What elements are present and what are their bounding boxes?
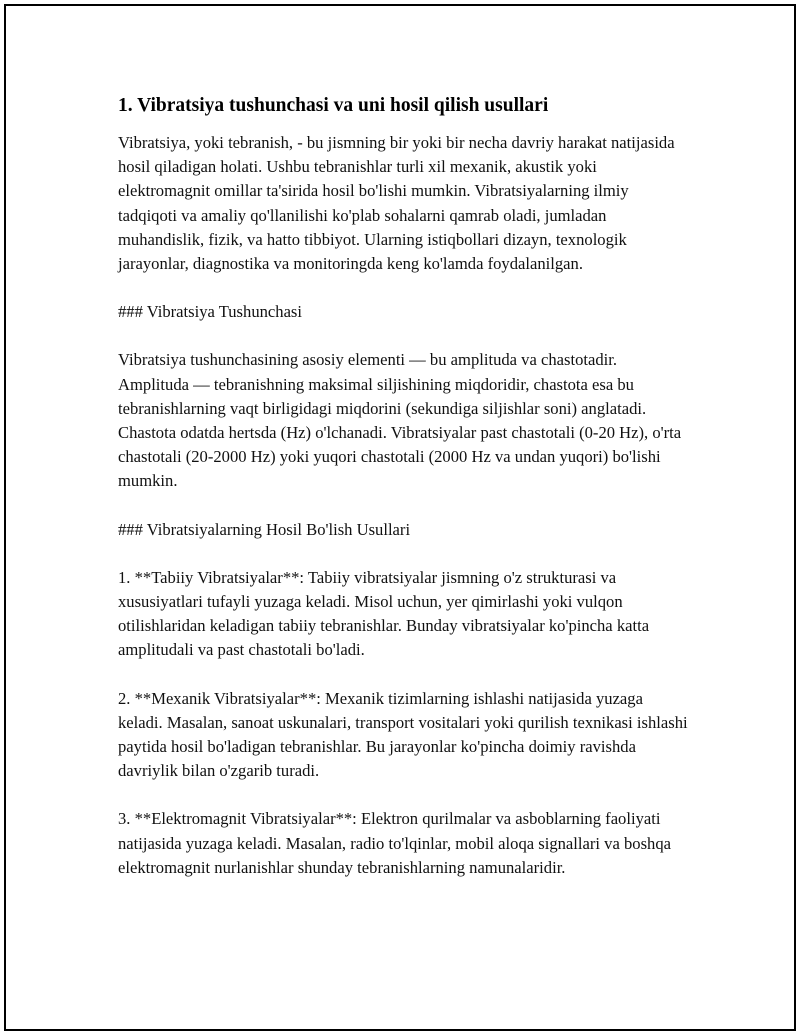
list-item-electromagnetic: 3. **Elektromagnit Vibratsiyalar**: Elektron qurilmalar va asboblarning faoliyati natijasida yuzaga keladi. Masalan, radio to'lqinlar, mobil aloqa signallari va boshqa elektromagnit nurlanishlar shunday tebranishlarning namunalaridir.	[118, 809, 671, 877]
section-heading-methods: ### Vibratsiyalarning Hosil Bo'lish Usullari	[118, 519, 411, 539]
section-heading-concept: ### Vibratsiya Tushunchasi	[118, 302, 303, 322]
intro-paragraph: Vibratsiya, yoki tebranish, - bu jismning bir yoki bir necha davriy harakat natijasida hosil qiladigan holati. Ushbu tebranishlar turli xil mexanik, akustik yoki elektromagnit omillar ta'sirida hosil bo'lishi mumkin. Vibratsiyalarning ilmiy tadqiqoti va amaliy qo'llanilishi ko'plab sohalarni qamrab oladi, jumladan muhandislik, fizik, va hatto tibbiyot. Ularning istiqbollari dizayn, texnologik jarayonlar, diagnostika va monitoringda keng ko'lamda foydalanilgan.	[118, 133, 675, 274]
list-item-mechanical: 2. **Mexanik Vibratsiyalar**: Mexanik tizimlarning ishlashi natijasida yuzaga keladi. Masalan, sanoat uskunalari, transport vositalari yoki qurilish texnikasi ishlashi paytida hosil bo'ladigan tebranishlar. Bu jarayonlar ko'pincha doimiy ravishda davriylik bilan o'zgarib turadi.	[118, 688, 688, 781]
document-body	[118, 92, 688, 904]
document-title: 1. Vibratsiya tushunchasi va uni hosil qilish usullari	[118, 95, 549, 116]
concept-paragraph: Vibratsiya tushunchasining asosiy elementi — bu amplituda va chastotadir. Amplituda — tebranishning maksimal siljishining miqdoridir, chastota esa bu tebranishlarning vaqt birligidagi miqdorini (sekundiga siljishlar soni) anglatadi. Chastota odatda hertsda (Hz) o'lchanadi. Vibratsiyalar past chastotali (0-20 Hz), o'rta chastotali (20-2000 Hz) yoki yuqori chastotali (2000 Hz va undan yuqori) bo'lishi mumkin.	[118, 350, 682, 491]
list-item-natural: 1. **Tabiiy Vibratsiyalar**: Tabiiy vibratsiyalar jismning o'z strukturasi va xususiyatlari tufayli yuzaga keladi. Misol uchun, yer qimirlashi yoki vulqon otilishlaridan keladigan tabiiy tebranishlar. Bunday vibratsiyalar ko'pincha katta amplitudali va past chastotali bo'ladi.	[118, 567, 650, 660]
